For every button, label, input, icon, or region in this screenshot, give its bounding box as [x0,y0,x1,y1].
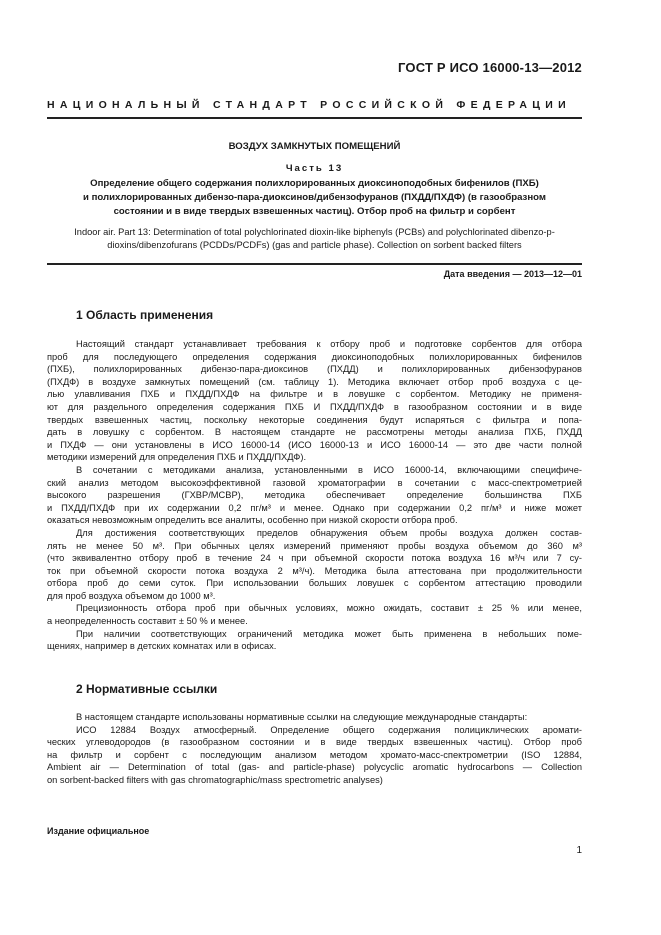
english-title-line: Indoor air. Part 13: Determination of total polychlorinated dioxin-like biphenyls (PCBs) and polychlorinated dibenzo-p- [74,227,555,237]
text-line: лять не менее 50 м³. При обычных целях измерений применяют пробы воздуха объемом до 360 м³ [47,540,582,551]
text-line: ток при объемной скорости потока воздуха 2 м³/ч). Методика была аттестована при продолжительности [47,565,582,576]
text-line: методики измерений для определения ПХБ и ПХДД/ПХДФ). [47,452,307,463]
text-line: Ambient air — Determination of total (gas- and particle-phase) polycyclic aromatic hydrocarbons — Collection [47,762,582,773]
text-line: дать в ловушку с сорбентом. В настоящем стандарте не рассмотрены методы анализа ПХБ, ПХДД [47,427,582,438]
subtitle-line: Определение общего содержания полихлорированных диоксиноподобных бифенилов (ПХБ) [90,178,539,189]
text-line: В настоящем стандарте использованы нормативные ссылки на следующие международные стандарты: [76,712,528,722]
official-edition-label: Издание официальное [47,826,150,836]
text-line: При наличии соответствующих ограничений методика может быть применена в небольших поме- [76,628,582,639]
text-line: Для достижения соответствующих пределов обнаружения объем пробы воздуха должен состав- [76,527,582,538]
text-line: ческих углеводородов (в газообразном состоянии и в виде твердых взвешенных частиц). Отбор проб [47,737,582,748]
english-title [47,226,582,252]
text-line: отбора проб до семи суток. При использовании больших ловушек с сорбентом аттестацию проводили [47,578,582,589]
section-2-heading: 2 Нормативные ссылки [76,682,218,696]
section-1-heading: 1 Область применения [76,308,214,322]
section-1-body [47,338,582,653]
text-line: ИСО 12884 Воздух атмосферный. Определение общего содержания полициклических аромати- [76,724,582,735]
english-title-line: dioxins/dibenzofurans (PCDDs/PCDFs) (gas and particle phase). Collection on sorbent backed filters [107,240,522,250]
text-line: В сочетании с методиками анализа, установленными в ИСО 16000-14, включающими специфиче- [76,464,582,475]
text-line: твердых взвешенных частиц, поскольку некоторые соединения будут испаряться с фильтра и попа- [47,414,582,425]
text-line: ют для раздельного определения содержания ПХБ И ПХДД/ПХДФ в газообразном состоянии и в виде [47,401,582,412]
text-line: ский анализ методом высокоэффективной газовой хроматографии в сочетании с масс-спектрометрией [47,477,582,488]
document-subtitle [47,177,582,219]
text-line: оказаться невозможным определить все аналиты, особенно при низкой скорости отбора проб. [47,515,458,526]
text-line: (ПХДФ) в воздухе замкнутых помещений (см. таблицу 1). Методика включает отбор проб воздуха с це- [47,376,582,387]
subtitle-line: состоянии и в виде твердых взвешенных частиц). Отбор проб на фильтр и сорбент [113,206,516,217]
top-divider [47,117,582,119]
page-number: 1 [576,845,582,856]
text-line: для проб воздуха объемом до 1000 м³. [47,590,216,601]
text-line: (что эквивалентно отбору проб в течение 24 ч при объемной скорости потока воздуха 16 м³/ч или 7 су- [47,553,582,564]
text-line: on sorbent-backed filters with gas chromatographic/mass spectrometric analyses) [47,774,383,785]
text-line: и ПХДД/ПХДФ при их содержании 0,2 пг/м³ и менее. Однако при содержании 0,2 пг/м³ и ниже может [47,502,582,513]
subtitle-line: и полихлорированных дибензо-пара-диоксинов/дибензофуранов (ПХДД/ПХДФ) (в газообразном [83,192,546,203]
text-line: на фильтр и сорбент с последующим анализом методом хромато-масс-спектрометрии (ISO 12884, [47,749,582,760]
text-line: проб для последующего определения содержания диоксиноподобных полихлорированных бифенилов [47,351,582,362]
text-line: щениях, например в детских комнатах или в офисах. [47,641,277,652]
text-line: а неопределенность составит ± 50 % и менее. [47,616,248,627]
text-line: лью улавливания ПХБ и ПХДД/ПХДФ на фильтре и в ловушке с сорбентом. Методику не применя- [47,389,582,400]
part-label: Часть 13 [285,163,344,174]
text-line: высокого разрешения (ГХВР/МСВР), методика обеспечивает определение большинства ПХБ [47,490,582,501]
section-2-body [47,711,582,787]
standard-code: ГОСТ Р ИСО 16000-13—2012 [397,60,582,75]
national-standard-banner: НАЦИОНАЛЬНЫЙ СТАНДАРТ РОССИЙСКОЙ ФЕДЕРАЦИИ [47,99,571,111]
title-divider [47,263,582,265]
text-line: Прецизионность отбора проб при обычных условиях, можно ожидать, составит ± 25 % или менее, [76,603,582,614]
text-line: Настоящий стандарт устанавливает требования к отбору проб и подготовке сорбентов для отбора [76,339,582,349]
introduction-date: Дата введения — 2013—12—01 [443,269,582,279]
text-line: (ПХБ), полихлорированных дибензо-пара-диоксинов (ПХДД) и полихлорированных дибензофуранов [47,364,582,375]
text-line: и ПХДФ — они установлены в ИСО 16000-14 (ИСО 16000-13 и ИСО 16000-14 — это две части полной [47,439,582,450]
document-title: ВОЗДУХ ЗАМКНУТЫХ ПОМЕЩЕНИЙ [228,141,401,152]
